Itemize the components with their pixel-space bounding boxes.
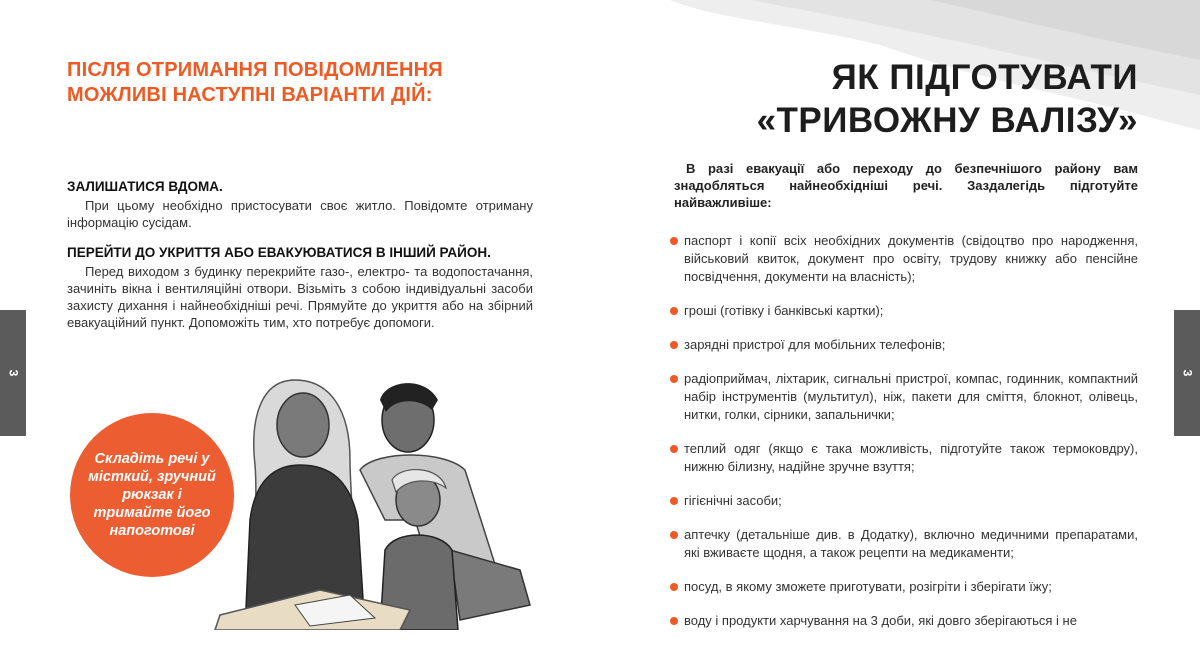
bullet-dot-icon — [670, 445, 678, 453]
list-item: воду і продукти харчування на 3 доби, які довго зберігаються і не — [670, 612, 1138, 630]
bullet-dot-icon — [670, 497, 678, 505]
bullet-dot-icon — [670, 341, 678, 349]
stay-home-section — [67, 178, 533, 231]
list-item: зарядні пристрої для мобільних телефонів; — [670, 336, 1138, 354]
evacuate-title: ПЕРЕЙТИ ДО УКРИТТЯ АБО ЕВАКУЮВАТИСЯ В ІНШИЙ РАЙОН. — [67, 245, 491, 260]
list-item: теплий одяг (якщо є така можливість, підготуйте також термоковдру), нижню білизну, надійне зручне взуття; — [670, 440, 1138, 476]
emergency-kit-list — [670, 232, 1138, 646]
bullet-dot-icon — [670, 307, 678, 315]
page-number-tab-right: 3 — [1174, 310, 1200, 436]
family-illustration — [200, 370, 540, 630]
bullet-dot-icon — [670, 237, 678, 245]
evacuate-section — [67, 244, 533, 331]
bullet-dot-icon — [670, 531, 678, 539]
page-title-line1: ЯК ПІДГОТУВАТИ — [831, 58, 1138, 97]
list-item: гігієнічні засоби; — [670, 492, 1138, 510]
bullet-dot-icon — [670, 583, 678, 591]
list-item: гроші (готівку і банківські картки); — [670, 302, 1138, 320]
actions-heading: ПІСЛЯ ОТРИМАННЯ ПОВІДОМЛЕННЯ МОЖЛИВІ НАСТУПНІ ВАРІАНТИ ДІЙ: — [67, 59, 443, 106]
evacuate-text: Перед виходом з будинку перекрийте газо-, електро- та водопостачання, зачиніть вікна і вентиляційні отвори. Візьміть з собою індивідуальні засоби захисту дихання і найнеобхідніші речі. Прямуйте до укриття або на збірний евакуаційний пункт. Допоможіть тим, хто потребує допомоги. — [67, 264, 533, 330]
right-page — [600, 0, 1200, 630]
list-item: посуд, в якому зможете приготувати, розігріти і зберігати їжу; — [670, 578, 1138, 596]
stay-home-text: При цьому необхідно пристосувати своє житло. Повідомте отриману інформацію сусідам. — [67, 198, 533, 230]
bullet-dot-icon — [670, 375, 678, 383]
list-item: аптечку (детальніше див. в Додатку), включно медичними препаратами, які вживаєте щодня, а також рецепти на медикаменти; — [670, 526, 1138, 562]
list-item: паспорт і копії всіх необхідних документів (свідоцтво про народження, військовий квиток, документ про освіту, трудову книжку або пенсійне посвідчення, документи на власність); — [670, 232, 1138, 286]
backpack-tip-badge: Складіть речі у місткий, зручний рюкзак і тримайте його напоготові — [70, 413, 234, 577]
page-number-tab-left: 3 — [0, 310, 26, 436]
page-title-line2: «ТРИВОЖНУ ВАЛІЗУ» — [756, 101, 1138, 140]
left-page — [0, 0, 600, 630]
bullet-dot-icon — [670, 617, 678, 625]
page-title — [757, 56, 1138, 142]
list-item: радіоприймач, ліхтарик, сигнальні пристрої, компас, годинник, компактний набір інструментів (мультитул), ніж, пакети для сміття, блокнот, олівець, нитки, голки, сірники, запальнички; — [670, 370, 1138, 424]
stay-home-title: ЗАЛИШАТИСЯ ВДОМА. — [67, 179, 223, 194]
intro-paragraph: В разі евакуації або переходу до безпечнішого району вам знадобляться найнеобхідніші речі. Заздалегідь підготуйте найважливіше: — [674, 161, 1138, 210]
